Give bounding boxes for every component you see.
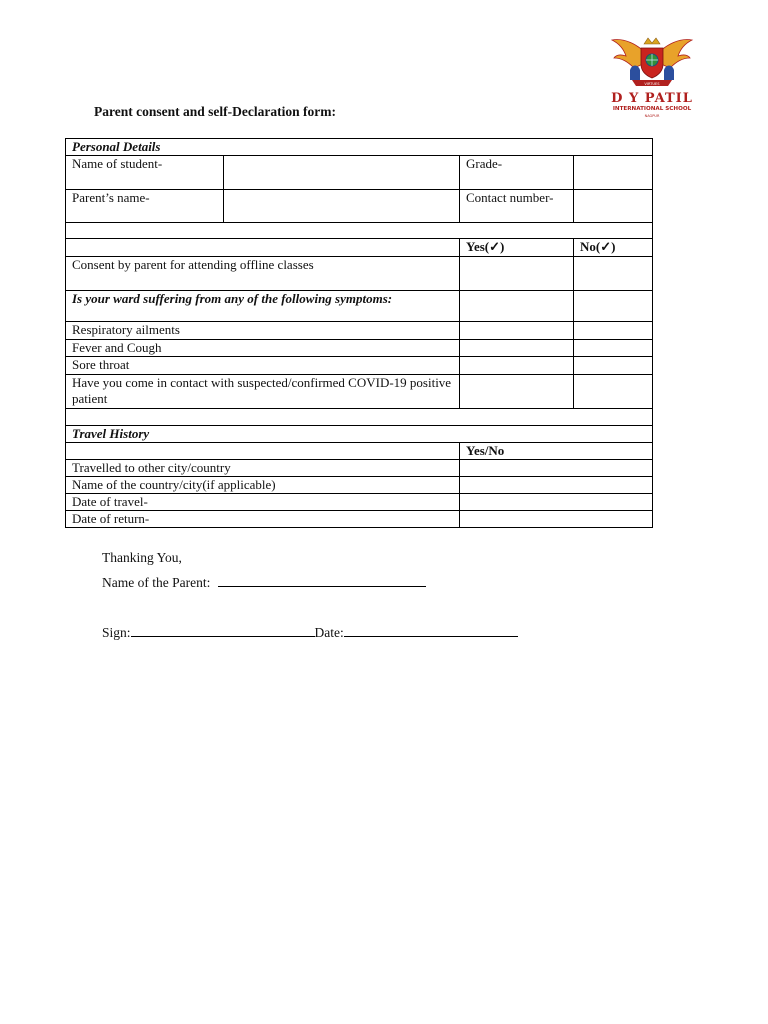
sign-date-line	[102, 625, 518, 641]
parent-name-line	[102, 575, 426, 591]
table-row	[66, 511, 653, 528]
name-of-student-field[interactable]	[224, 156, 460, 190]
blank-cell	[66, 443, 460, 460]
table-row	[66, 291, 653, 322]
symptom-label: Have you come in contact with suspected/confirmed COVID-19 positive patient	[66, 375, 460, 409]
contact-number-field[interactable]	[574, 190, 653, 223]
sign-label: Sign:	[102, 625, 131, 640]
date-label: Date:	[314, 625, 344, 640]
parent-name-blank[interactable]	[218, 585, 426, 587]
grade-field[interactable]	[574, 156, 653, 190]
symptom-no-field[interactable]	[574, 322, 653, 340]
table-row	[66, 357, 653, 375]
table-row	[66, 257, 653, 291]
symptom-label: Fever and Cough	[66, 340, 460, 357]
no-column-header: No(✓)	[574, 239, 653, 257]
logo-school-subtitle: INTERNATIONAL SCHOOL	[612, 106, 692, 112]
travel-answer-field[interactable]	[460, 460, 653, 477]
symptom-no-field[interactable]	[574, 375, 653, 409]
yes-no-column-header: Yes/No	[460, 443, 653, 460]
consent-yes-field[interactable]	[460, 257, 574, 291]
travel-label: Name of the country/city(if applicable)	[66, 477, 460, 494]
symptom-label: Respiratory ailments	[66, 322, 460, 340]
table-row	[66, 375, 653, 409]
logo-banner-text: VIRTUES	[644, 81, 660, 86]
symptom-no-field[interactable]	[574, 357, 653, 375]
parents-name-label: Parent’s name-	[66, 190, 224, 223]
spacer-row	[66, 409, 653, 426]
logo-school-name: D Y PATIL	[611, 91, 693, 106]
symptoms-yes-field[interactable]	[460, 291, 574, 322]
table-row	[66, 190, 653, 223]
symptom-yes-field[interactable]	[460, 375, 574, 409]
thanking-text: Thanking You,	[102, 550, 182, 565]
table-row	[66, 409, 653, 426]
yes-column-header: Yes(✓)	[460, 239, 574, 257]
travel-answer-field[interactable]	[460, 477, 653, 494]
table-row	[66, 426, 653, 443]
logo-school-city: NAGPUR	[644, 114, 660, 118]
form-title: Parent consent and self-Declaration form:	[94, 104, 336, 119]
date-blank[interactable]	[344, 635, 518, 637]
table-row	[66, 340, 653, 357]
table-row	[66, 322, 653, 340]
sign-blank[interactable]	[131, 635, 315, 637]
travel-answer-field[interactable]	[460, 494, 653, 511]
table-row	[66, 477, 653, 494]
symptoms-question: Is your ward suffering from any of the following symptoms:	[66, 291, 460, 322]
symptom-no-field[interactable]	[574, 340, 653, 357]
grade-label: Grade-	[460, 156, 574, 190]
travel-label: Travelled to other city/country	[66, 460, 460, 477]
consent-no-field[interactable]	[574, 257, 653, 291]
table-row	[66, 223, 653, 239]
symptom-yes-field[interactable]	[460, 357, 574, 375]
consent-label: Consent by parent for attending offline classes	[66, 257, 460, 291]
symptom-yes-field[interactable]	[460, 340, 574, 357]
school-logo	[608, 34, 696, 118]
parent-name-label: Name of the Parent:	[102, 575, 211, 590]
table-row	[66, 139, 653, 156]
personal-details-header: Personal Details	[66, 139, 653, 156]
travel-label: Date of return-	[66, 511, 460, 528]
table-row	[66, 494, 653, 511]
name-of-student-label: Name of student-	[66, 156, 224, 190]
symptom-label: Sore throat	[66, 357, 460, 375]
travel-label: Date of travel-	[66, 494, 460, 511]
spacer-row	[66, 223, 653, 239]
consent-form-table	[65, 138, 653, 528]
table-row	[66, 239, 653, 257]
travel-history-header: Travel History	[66, 426, 653, 443]
parents-name-field[interactable]	[224, 190, 460, 223]
table-row	[66, 156, 653, 190]
symptom-yes-field[interactable]	[460, 322, 574, 340]
school-crest-icon	[608, 34, 696, 92]
travel-answer-field[interactable]	[460, 511, 653, 528]
symptoms-no-field[interactable]	[574, 291, 653, 322]
table-row	[66, 460, 653, 477]
table-row	[66, 443, 653, 460]
contact-number-label: Contact number-	[460, 190, 574, 223]
blank-cell	[66, 239, 460, 257]
